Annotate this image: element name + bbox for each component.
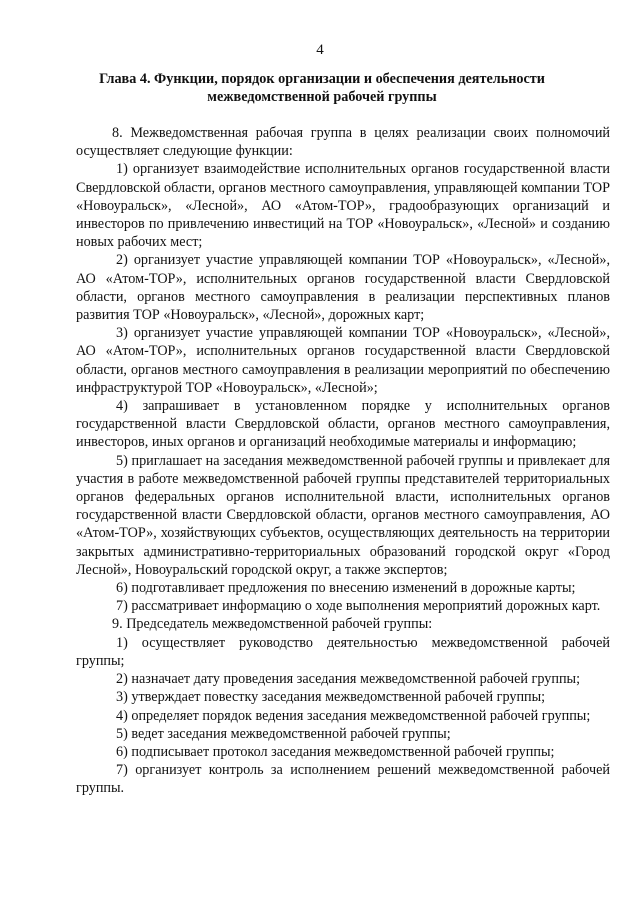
paragraph-8-item-5: 5) приглашает на заседания межведомственной рабочей группы и привлекает для участия в работе межведомственной рабочей группы представителей территориальных органов федеральных органов исполнительной власти, исполнительных органов государственной власти Свердловской области, органов местного самоуправления, АО «Атом-ТОР», хозяйствующих субъектов, осуществляющих деятельность на территории закрытых административно-территориальных образований городской округ «Город Лесной», Новоуральский городской округ, а также экспертов; (76, 452, 610, 578)
paragraph-8-item-3: 3) организует участие управляющей компании ТОР «Новоуральск», «Лесной», АО «Атом-ТОР», исполнительных органов государственной власти Свердловской области, органов местного самоуправления в реализации мероприятий по обеспечению инфраструктурой ТОР «Новоуральск», «Лесной»; (76, 325, 610, 396)
document-body (76, 124, 610, 798)
chapter-heading: Глава 4. Функции, порядок организации и обеспечения деятельности межведомственной рабочей группы (99, 71, 545, 105)
paragraph-8-item-7: 7) рассматривает информацию о ходе выполнения мероприятий дорожных карт. (116, 598, 601, 615)
paragraph-9-item-7: 7) организует контроль за исполнением решений межведомственной рабочей группы. (76, 762, 610, 797)
paragraph-9-item-5: 5) ведет заседания межведомственной рабочей группы; (116, 725, 451, 742)
paragraph-9-item-3: 3) утверждает повестку заседания межведомственной рабочей группы; (116, 689, 546, 706)
paragraph-9-item-6: 6) подписывает протокол заседания межведомственной рабочей группы; (116, 743, 555, 760)
paragraph-8-item-1: 1) организует взаимодействие исполнительных органов государственной власти Свердловской области, органов местного самоуправления, управляющей компании ТОР «Новоуральск», «Лесной», АО «Атом-ТОР», градообразующих организаций и инвесторов по привлечению инвестиций на ТОР «Новоуральск», «Лесной» и созданию новых рабочих мест; (76, 161, 610, 251)
paragraph-9-item-4: 4) определяет порядок ведения заседания межведомственной рабочей группы; (116, 707, 591, 724)
paragraph-8: 8. Межведомственная рабочая группа в целях реализации своих полномочий осуществляет следующие функции: (76, 125, 610, 160)
paragraph-8-item-6: 6) подготавливает предложения по внесению изменений в дорожные карты; (116, 580, 576, 597)
paragraph-9-item-2: 2) назначает дату проведения заседания межведомственной рабочей группы; (116, 671, 581, 688)
paragraph-8-item-4: 4) запрашивает в установленном порядке у исполнительных органов государственной власти Свердловской области, органов местного самоуправления, инвесторов, иных органов и организаций необходимые материалы и информацию; (76, 398, 610, 451)
paragraph-9: 9. Председатель межведомственной рабочей группы: (112, 616, 433, 633)
page-number: 4 (316, 42, 324, 58)
paragraph-8-item-2: 2) организует участие управляющей компании ТОР «Новоуральск», «Лесной», АО «Атом-ТОР», исполнительных органов государственной власти Свердловской области, органов местного самоуправления в реализации перспективных планов развития ТОР «Новоуральск», «Лесной», дорожных карт; (76, 252, 610, 324)
paragraph-9-item-1: 1) осуществляет руководство деятельностью межведомственной рабочей группы; (76, 634, 610, 669)
